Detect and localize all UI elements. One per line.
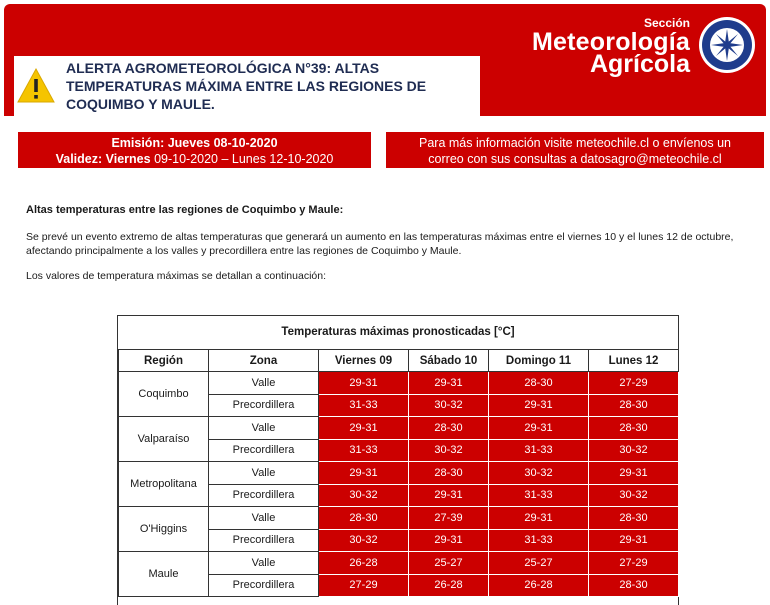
temperature-value-cell: 29-31 (319, 462, 409, 485)
temperature-value-cell: 25-27 (409, 552, 489, 575)
emission-date: Emisión: Jueves 08-10-2020 (111, 136, 278, 150)
alert-title: ALERTA AGROMETEOROLÓGICA N°39: ALTAS TEMPERATURAS MÁXIMA ENTRE LAS REGIONES DE COQUIMBO Y MAULE. (66, 60, 427, 112)
table-intro-text: Los valores de temperatura máximas se detallan a continuación: (26, 270, 326, 282)
temperature-value-cell: 30-32 (319, 529, 409, 552)
temperature-value-cell: 31-33 (489, 529, 589, 552)
temperature-value-cell: 29-31 (489, 394, 589, 417)
temperature-value-cell: 26-28 (489, 574, 589, 597)
zone-cell: Precordillera (209, 574, 319, 597)
col-header-zone: Zona (209, 350, 319, 372)
temperature-value-cell: 29-31 (319, 417, 409, 440)
region-cell: Maule (119, 552, 209, 597)
temperature-value-cell: 29-31 (589, 462, 679, 485)
zone-cell: Precordillera (209, 394, 319, 417)
region-cell: O'Higgins (119, 507, 209, 552)
region-cell: Coquimbo (119, 372, 209, 417)
temperature-value-cell: 31-33 (489, 484, 589, 507)
col-header-region: Región (119, 350, 209, 372)
zone-cell: Precordillera (209, 439, 319, 462)
temperature-value-cell: 27-29 (319, 574, 409, 597)
table-title: Temperaturas máximas pronosticadas [°C] (281, 326, 515, 338)
region-cell: Valparaíso (119, 417, 209, 462)
temperature-value-cell: 30-32 (589, 484, 679, 507)
temperature-table-container (117, 315, 679, 605)
table-row (119, 372, 679, 395)
temperature-value-cell: 31-33 (319, 439, 409, 462)
table-row (119, 507, 679, 530)
temperature-value-cell: 29-31 (409, 484, 489, 507)
temperature-value-cell: 28-30 (319, 507, 409, 530)
table-continuation (117, 597, 679, 605)
warning-icon (16, 66, 56, 106)
zone-cell: Precordillera (209, 529, 319, 552)
temperature-value-cell: 28-30 (589, 507, 679, 530)
table-row (119, 417, 679, 440)
table-row (119, 552, 679, 575)
temperature-value-cell: 29-31 (589, 529, 679, 552)
temperature-value-cell: 28-30 (489, 372, 589, 395)
temperature-value-cell: 28-30 (409, 417, 489, 440)
brand-title (532, 16, 690, 76)
temperature-value-cell: 30-32 (589, 439, 679, 462)
temperature-value-cell: 27-29 (589, 552, 679, 575)
region-cell: Metropolitana (119, 462, 209, 507)
temperature-value-cell: 29-31 (409, 529, 489, 552)
temperature-value-cell: 28-30 (589, 417, 679, 440)
col-header-friday: Viernes 09 (319, 350, 409, 372)
temperature-value-cell: 28-30 (589, 394, 679, 417)
temperature-value-cell: 25-27 (489, 552, 589, 575)
contact-line1: Para más información visite meteochile.cl o envíenos un (419, 136, 731, 150)
contact-line2: correo con sus consultas a datosagro@meteochile.cl (428, 152, 722, 166)
temperature-value-cell: 27-29 (589, 372, 679, 395)
temperature-value-cell: 30-32 (409, 439, 489, 462)
description-paragraph: Se prevé un evento extremo de altas temperaturas que generará un aumento en las temperaturas máximas entre el viernes 10 y el lunes 12 de octubre, afectando principalmente a los valles y precordillera entre las regiones de Coquimbo y Maule. (26, 231, 734, 257)
zone-cell: Valle (209, 507, 319, 530)
validity-label: Validez: Viernes (55, 152, 151, 166)
temperature-value-cell: 29-31 (409, 372, 489, 395)
zone-cell: Precordillera (209, 484, 319, 507)
temperature-value-cell: 31-33 (319, 394, 409, 417)
temperature-value-cell: 26-28 (409, 574, 489, 597)
zone-cell: Valle (209, 552, 319, 575)
meteochile-logo-icon (698, 16, 756, 74)
col-header-sunday: Domingo 11 (489, 350, 589, 372)
section-title: Altas temperaturas entre las regiones de Coquimbo y Maule: (26, 204, 344, 216)
temperature-value-cell: 26-28 (319, 552, 409, 575)
temperature-value-cell: 30-32 (409, 394, 489, 417)
table-header-row (119, 350, 679, 372)
temperature-value-cell: 29-31 (319, 372, 409, 395)
temperature-value-cell: 29-31 (489, 417, 589, 440)
zone-cell: Valle (209, 462, 319, 485)
temperature-value-cell: 31-33 (489, 439, 589, 462)
validity-range: 09-10-2020 – Lunes 12-10-2020 (154, 152, 334, 166)
alert-title-box (14, 56, 480, 116)
col-header-monday: Lunes 12 (589, 350, 679, 372)
contact-info-box (386, 132, 764, 168)
header-banner (4, 4, 766, 116)
zone-cell: Valle (209, 372, 319, 395)
temperature-value-cell: 27-39 (409, 507, 489, 530)
temperature-table (118, 349, 679, 597)
brand-section-label: Sección (643, 16, 690, 30)
table-row (119, 462, 679, 485)
brand-name-line2: Agrícola (589, 50, 690, 78)
temperature-value-cell: 30-32 (319, 484, 409, 507)
validity-line (18, 151, 371, 167)
temperature-value-cell: 28-30 (409, 462, 489, 485)
table-body (119, 372, 679, 597)
temperature-value-cell: 30-32 (489, 462, 589, 485)
col-header-saturday: Sábado 10 (409, 350, 489, 372)
temperature-value-cell: 29-31 (489, 507, 589, 530)
emission-box (18, 132, 371, 168)
temperature-value-cell: 28-30 (589, 574, 679, 597)
brand-name-line1: Meteorología (532, 28, 690, 56)
zone-cell: Valle (209, 417, 319, 440)
